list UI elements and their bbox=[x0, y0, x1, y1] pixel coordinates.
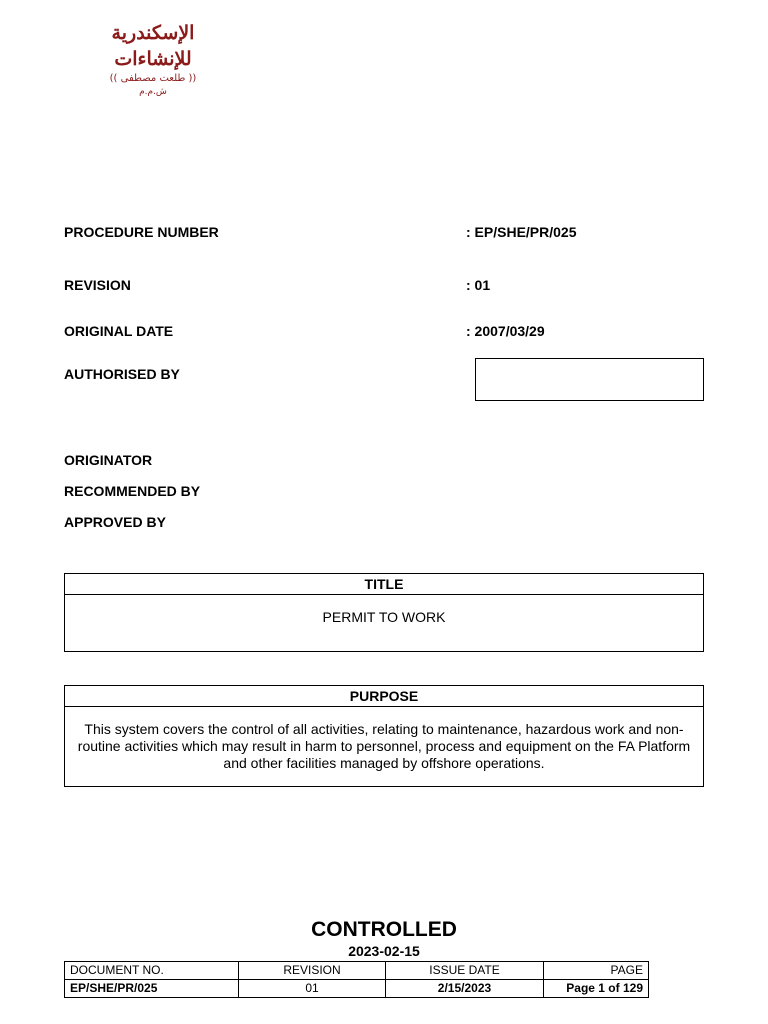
page-header: PAGE bbox=[544, 962, 649, 980]
revision-value-cell: 01 bbox=[239, 980, 386, 998]
revision-header: REVISION bbox=[239, 962, 386, 980]
revision-value: : 01 bbox=[466, 277, 491, 293]
logo-company-name: الإسكندرية للإنشاءات bbox=[111, 22, 195, 70]
table-header-row bbox=[65, 962, 649, 980]
recommended-by-label: RECOMMENDED BY bbox=[64, 483, 201, 499]
procedure-number-label: PROCEDURE NUMBER bbox=[64, 224, 219, 240]
title-box bbox=[64, 573, 704, 652]
logo-subtitle: (( طلعت مصطفى )) bbox=[109, 73, 197, 84]
document-info-table bbox=[64, 961, 649, 998]
issue-date-value: 2/15/2023 bbox=[386, 980, 544, 998]
originator-label: ORIGINATOR bbox=[64, 452, 153, 468]
purpose-text: This system covers the control of all activities, relating to maintenance, hazardous work and non-routine activities which may result in harm to personnel, process and equipment on the FA Platform and other facilities managed by offshore operations. bbox=[77, 721, 691, 771]
purpose-box bbox=[64, 685, 704, 787]
purpose-header: PURPOSE bbox=[65, 686, 703, 707]
document-title: PERMIT TO WORK bbox=[322, 609, 446, 625]
table-row bbox=[65, 980, 649, 998]
doc-no-value: EP/SHE/PR/025 bbox=[65, 980, 239, 998]
authorised-by-signature-box bbox=[475, 358, 704, 401]
page-value: Page 1 of 129 bbox=[544, 980, 649, 998]
authorised-by-label: AUTHORISED BY bbox=[64, 366, 180, 382]
title-header: TITLE bbox=[65, 574, 703, 595]
procedure-number-value: : EP/SHE/PR/025 bbox=[466, 224, 577, 240]
company-logo bbox=[80, 20, 226, 97]
revision-label: REVISION bbox=[64, 277, 131, 293]
original-date-label: ORIGINAL DATE bbox=[64, 323, 174, 339]
issue-date-header: ISSUE DATE bbox=[386, 962, 544, 980]
controlled-stamp: CONTROLLED bbox=[311, 918, 457, 941]
original-date-value: : 2007/03/29 bbox=[466, 323, 545, 339]
logo-legal-form: ش.م.م bbox=[139, 87, 167, 97]
doc-no-header: DOCUMENT NO. bbox=[65, 962, 239, 980]
approved-by-label: APPROVED BY bbox=[64, 514, 166, 530]
controlled-stamp-date: 2023-02-15 bbox=[348, 943, 420, 959]
